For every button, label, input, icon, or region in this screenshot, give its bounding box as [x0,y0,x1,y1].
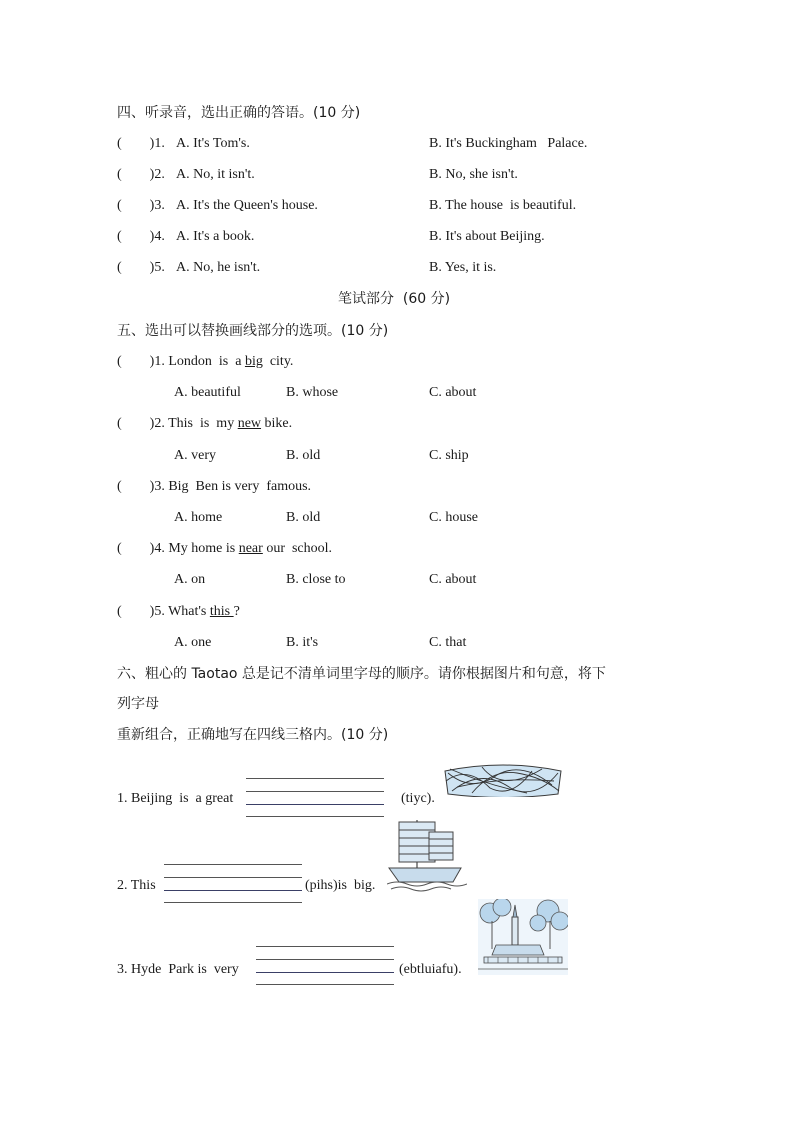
four-line-grid-1[interactable] [246,778,384,817]
listening-question-5 [117,258,168,278]
sentence-text: This is my [168,416,238,431]
answer-blank[interactable]: ( )2. [117,416,169,431]
underlined-word: big [244,354,263,369]
option-b: B. old [286,510,321,525]
substitution-question-1 [117,352,293,372]
option-a: A. No, it isn't. [176,167,255,182]
option-a: A. It's the Queen's house. [176,198,318,213]
option-b: B. It's about Beijing. [429,229,545,244]
substitution-question-4 [117,539,332,559]
answer-blank[interactable]: ( )5. [117,260,169,275]
listening-question-4 [117,227,168,247]
option-b: B. it's [286,635,319,650]
option-a: A. It's a book. [176,229,255,244]
answer-blank[interactable]: ( )1. [117,354,169,369]
answer-blank[interactable]: ( )4. [117,229,169,244]
option-c: C. that [429,635,467,650]
option-b: B. No, she isn't. [429,167,518,182]
underlined-word: near [238,541,263,556]
option-a: A. beautiful [174,385,241,400]
answer-blank[interactable]: ( )3. [117,198,169,213]
spelling-sentence-2: 2. This [117,878,156,893]
option-c: C. about [429,572,477,587]
sentence-text: What's [168,604,210,619]
sentence-text: London is a [168,354,245,369]
substitution-question-2 [117,414,292,434]
park-fountain-image [478,899,568,975]
sentence-text: Big Ben is very famous. [168,479,312,494]
answer-blank[interactable]: ( )3. [117,479,169,494]
section-6-title-line-2: 列字母 [117,696,159,712]
section-6-title-line-3: 重新组合，正确地写在四线三格内。(10 分) [117,727,389,743]
option-b: B. Yes, it is. [429,260,497,275]
option-c: C. house [429,510,478,525]
answer-blank[interactable]: ( )1. [117,136,169,151]
option-a: A. on [174,572,206,587]
section-4-title: 四、听录音，选出正确的答语。(10 分) [117,105,361,121]
sentence-text: ? [233,604,240,619]
sentence-text: My home is [168,541,239,556]
spelling-sentence-3: 3. Hyde Park is very [117,962,239,977]
option-a: A. very [174,448,216,463]
option-b: B. It's Buckingham Palace. [429,136,588,151]
scrambled-letters-2: (pihs)is big. [305,878,376,893]
underlined-word: this [209,604,234,619]
spelling-sentence-1: 1. Beijing is a great [117,791,234,806]
answer-blank[interactable]: ( )2. [117,167,169,182]
answer-blank[interactable]: ( )5. [117,604,169,619]
scrambled-letters-3: (ebtluiafu). [399,962,462,977]
substitution-question-3 [117,477,311,497]
option-b: B. whose [286,385,339,400]
listening-question-3 [117,196,168,216]
listening-question-1 [117,134,168,154]
four-line-grid-2[interactable] [164,864,302,903]
birds-nest-stadium-image [442,763,564,797]
sentence-text: bike. [261,416,293,431]
option-a: A. It's Tom's. [176,136,250,151]
option-b: B. close to [286,572,346,587]
scrambled-letters-1: (tiyc). [401,791,435,806]
listening-question-2 [117,165,168,185]
section-5-title: 五、选出可以替换画线部分的选项。(10 分) [117,323,389,339]
substitution-question-5 [117,602,240,622]
option-a: A. home [174,510,223,525]
section-6-title-line-1: 六、粗心的 Taotao 总是记不清单词里字母的顺序。请你根据图片和句意，将下 [117,666,606,682]
option-b: B. old [286,448,321,463]
option-c: C. ship [429,448,469,463]
sentence-text: city. [262,354,294,369]
written-part-header: 笔试部分 (60 分) [338,291,451,307]
sentence-text: our school. [262,541,333,556]
underlined-word: new [237,416,262,431]
four-line-grid-3[interactable] [256,946,394,985]
option-c: C. about [429,385,477,400]
option-a: A. No, he isn't. [176,260,261,275]
option-a: A. one [174,635,212,650]
sailing-ship-image [387,818,467,892]
answer-blank[interactable]: ( )4. [117,541,169,556]
option-b: B. The house is beautiful. [429,198,577,213]
